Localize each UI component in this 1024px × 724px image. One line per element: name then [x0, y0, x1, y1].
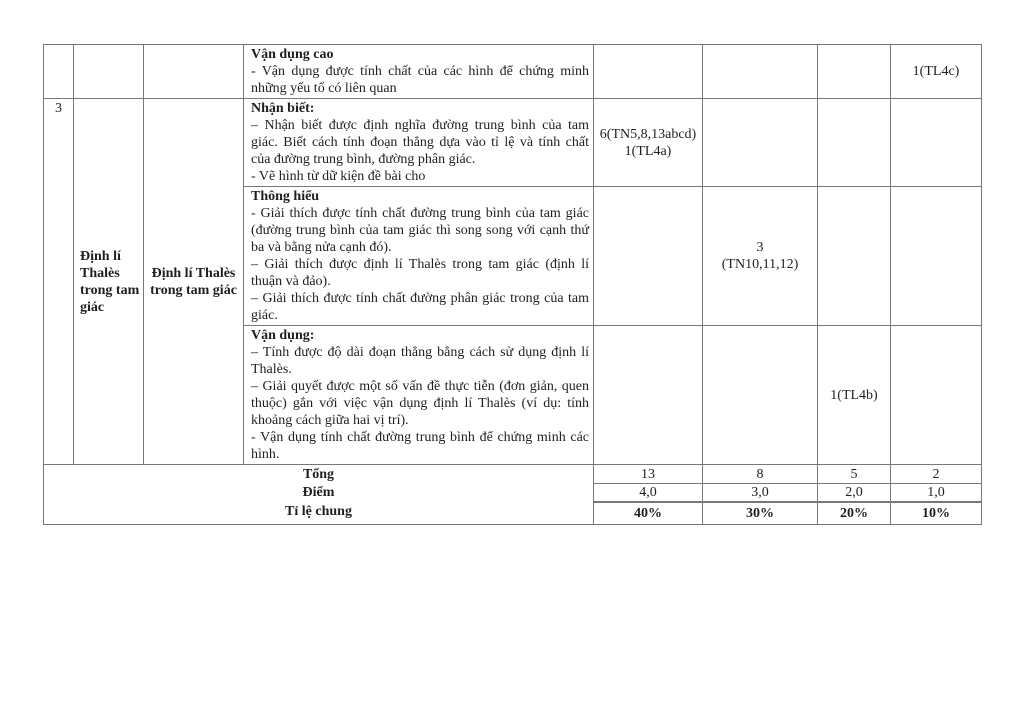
diem-vd: 2,0 [818, 484, 891, 503]
footer-label-cell [44, 465, 594, 525]
tile-th: 30% [703, 502, 818, 524]
stat-nb-empty [594, 326, 703, 465]
tong-th: 8 [703, 465, 818, 484]
stat-vd-empty [818, 187, 891, 326]
stat-nb-empty [594, 187, 703, 326]
level-vd-p2: – Giải quyết được một số vấn đề thực tiễn (đơn giản, quen thuộc) gắn với việc vận dụng định lí Thalès (ví dụ: tính khoảng cách giữa hai vị trí). [251, 379, 589, 428]
stat-th-cell [703, 187, 818, 326]
stat-vdc-value: 1(TL4c) [891, 45, 982, 99]
stat-vd-cell: 1(TL4b) [818, 326, 891, 465]
level-vd-cell [244, 326, 594, 465]
stat-th-line2: (TN10,11,12) [721, 257, 799, 272]
level-vd-p3: - Vận dụng tính chất đường trung bình để chứng minh các hình. [251, 430, 589, 462]
tong-vdc: 2 [891, 465, 982, 484]
tile-vdc: 10% [891, 502, 982, 524]
chapter-cell-empty [74, 45, 144, 99]
stat-nb-line2: 1(TL4a) [624, 143, 672, 159]
level-vd-title: Vận dụng: [251, 328, 315, 343]
stat-nb-empty [594, 45, 703, 99]
level-th-p3: – Giải thích được tính chất đường phân giác trong của tam giác. [251, 291, 589, 323]
footer-label-tong: Tổng [302, 467, 335, 482]
tong-vd: 5 [818, 465, 891, 484]
level-th-title: Thông hiểu [251, 189, 320, 204]
level-nb-p1: – Nhận biết được định nghĩa đường trung bình của tam giác. Biết cách tính đoạn thẳng dựa vào tỉ lệ và tính chất của đường trung bình, đường phân giác. [251, 118, 589, 167]
stat-th-empty [703, 326, 818, 465]
level-nb-title: Nhận biết: [251, 101, 315, 116]
footer-label-tile: Tỉ lệ chung [285, 504, 352, 519]
stat-vdc-empty [891, 187, 982, 326]
stt-cell: 3 [44, 99, 74, 465]
unit-cell: Định lí Thalès trong tam giác [144, 99, 244, 465]
level-th-p1: - Giải thích được tính chất đường trung bình của tam giác (đường trung bình của tam giác thì song song với cạnh thứ ba và bằng nửa cạnh đó). [251, 206, 589, 255]
level-vd-p1: – Tính được độ dài đoạn thẳng bằng cách sử dụng định lí Thalès. [251, 345, 589, 377]
stt-cell-empty [44, 45, 74, 99]
level-vdc-cell [244, 45, 594, 99]
unit-cell-empty [144, 45, 244, 99]
stat-th-line1: 3 [756, 240, 764, 255]
stat-vdc-empty [891, 99, 982, 187]
row-carryover [44, 45, 982, 99]
row-nhan-biet [44, 99, 982, 187]
level-vdc-desc: - Vận dụng được tính chất của các hình để chứng minh những yếu tố có liên quan [251, 64, 589, 96]
stat-th-empty [703, 45, 818, 99]
diem-th: 3,0 [703, 484, 818, 503]
level-th-p2: – Giải thích được định lí Thalès trong tam giác (định lí thuận và đảo). [251, 257, 589, 289]
diem-nb: 4,0 [594, 484, 703, 503]
level-vdc-title: Vận dụng cao [251, 47, 334, 62]
row-tong [44, 465, 982, 484]
footer-label-diem: Điểm [302, 485, 335, 500]
diem-vdc: 1,0 [891, 484, 982, 503]
tile-nb: 40% [594, 502, 703, 524]
stat-vd-empty [818, 99, 891, 187]
stat-vd-empty [818, 45, 891, 99]
stat-th-empty [703, 99, 818, 187]
chapter-cell: Định lí Thalès trong tam giác [74, 99, 144, 465]
level-nb-cell [244, 99, 594, 187]
stat-nb-line1: 6(TN5,8,13abcd) [599, 126, 697, 142]
stat-vdc-empty [891, 326, 982, 465]
tile-vd: 20% [818, 502, 891, 524]
tong-nb: 13 [594, 465, 703, 484]
stat-nb-cell [594, 99, 703, 187]
level-nb-p2: - Vẽ hình từ dữ kiện đề bài cho [251, 169, 426, 184]
test-spec-table [43, 44, 982, 525]
level-th-cell [244, 187, 594, 326]
